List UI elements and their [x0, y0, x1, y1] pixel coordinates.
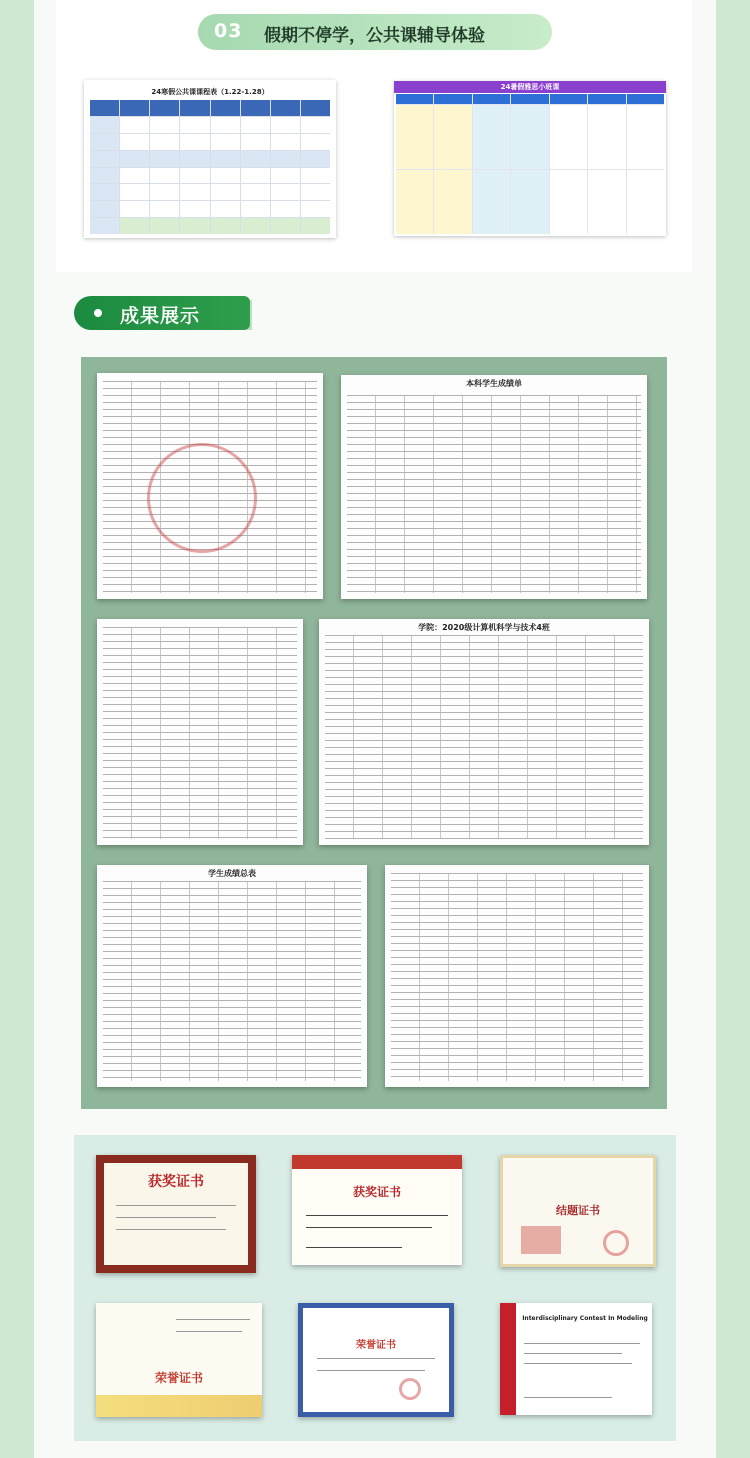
certificate-image-1 [96, 1155, 256, 1273]
right-border [716, 0, 750, 1458]
certificate-6-title: Interdisciplinary Contest In Modeling [522, 1315, 648, 1322]
certificate-image-3 [500, 1155, 656, 1267]
transcript-image-6 [385, 865, 649, 1087]
section-number: 03 [214, 20, 243, 42]
winter-schedule-image [84, 80, 336, 238]
transcript-image-2 [341, 375, 647, 599]
results-section-title: 成果展示 [120, 305, 201, 327]
winter-schedule-grid [90, 100, 330, 234]
winter-schedule-title: 24寒假公共课课程表（1.22-1.28） [151, 88, 269, 96]
transcript-5-title: 学生成绩总表 [208, 869, 256, 878]
summer-schedule-grid [396, 94, 664, 234]
certificates-showcase [74, 1135, 676, 1441]
certificate-image-5 [298, 1303, 454, 1417]
certificate-image-4 [96, 1303, 262, 1417]
transcripts-showcase [81, 357, 667, 1109]
results-section-label [74, 296, 250, 330]
transcript-image-1 [97, 373, 323, 599]
summer-ielts-schedule-image [394, 81, 666, 236]
certificate-1-title: 获奖证书 [148, 1174, 204, 1190]
summer-schedule-title: 24暑假雅思小班课 [394, 81, 666, 93]
transcript-image-4 [319, 619, 649, 845]
transcript-image-3 [97, 619, 303, 845]
certificate-4-title: 荣誉证书 [154, 1371, 203, 1385]
certificate-5-title: 荣誉证书 [356, 1340, 396, 1351]
seal-stamp [147, 443, 257, 553]
certificate-image-6 [500, 1303, 652, 1415]
section-header-title: 假期不停学，公共课辅导体验 [264, 26, 485, 46]
left-border [0, 0, 34, 1458]
section-header-pill [198, 14, 552, 50]
transcript-4-title: 学院：2020级计算机科学与技术4班 [418, 623, 550, 632]
certificate-3-title: 结题证书 [556, 1204, 600, 1217]
certificate-image-2 [292, 1155, 462, 1265]
transcript-2-title: 本科学生成绩单 [466, 379, 522, 388]
certificate-2-title: 获奖证书 [352, 1185, 401, 1199]
bullet-dot-icon [94, 309, 102, 317]
transcript-image-5 [97, 865, 367, 1087]
